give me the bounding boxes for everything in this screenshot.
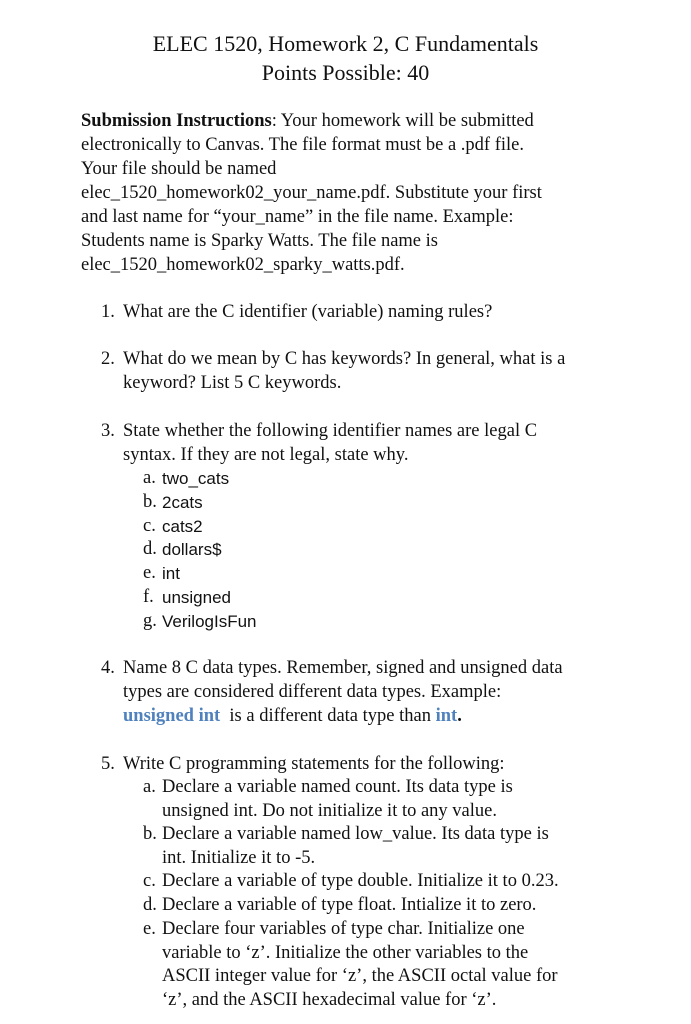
submission-instructions [81, 109, 621, 277]
question-text: Name 8 C data types. Remember, signed and unsigned data [123, 658, 563, 678]
instructions-line-1: Submission Instructions: Your homework will be submitted [81, 111, 534, 131]
question-text: Write C programming statements for the following: [123, 754, 505, 774]
example-line: unsigned int is a different data type than int. [123, 706, 462, 726]
question-text: syntax. If they are not legal, state why. [123, 445, 409, 465]
homework-page: ELEC 1520, Homework 2, C Fundamentals Points Possible: 40 Submission Instructions: Your homework will be submitted electronically to Canvas. The file format must be a .pdf file. Your file should be named elec_1520_homework02_your_name.pdf. Substitute your first and last name for “your_name” in the file name. Example: Students name is Sparky Watts. The file name is elec_1520_homework02_sparky_watts.pdf. 1. What are the C identifier (variable) naming rules? 2. What do we mean by C has keywords? In general, what is a keyword? List 5 C keywords. 3. State whether the following identifier names are legal C syntax. If they are not legal, state why. a. two_cats b. 2cats c. cats2 d. dollars$ e. int f. unsigned g. VerilogIsFun 4. Name 8 C data types. Remember, signed and unsigned data types are considered different data types. Example: unsigned int is a different data type than int. 5. Write C programming statements for the following: a. Declare a variable named count. Its data type is unsigned int. Do not initialize it to any value. b. Declare a variable named low_value. Its data type is int. Initialize it to -5. c. Declare a variable of type double. Initialize it to 0.23. d. Declare a variable of type float. Intialize it to zero. e. Declare four variables of type char. Initialize one variable to ‘z’. Initialize the other variables to the ASCII integer value for ‘z’, the ASCII octal value for ‘z’, and the ASCII hexadecimal value for ‘z’. [0, 0, 691, 1024]
instructions-line-7: elec_1520_homework02_sparky_watts.pdf. [81, 255, 405, 275]
instructions-line-5: and last name for “your_name” in the file name. Example: [81, 207, 514, 227]
instructions-line-4: elec_1520_homework02_your_name.pdf. Substitute your first [81, 183, 542, 203]
question-number: 4. [101, 658, 115, 678]
question-number: 2. [101, 349, 115, 369]
instructions-label: Submission Instructions [81, 111, 272, 131]
instructions-line-2: electronically to Canvas. The file format must be a .pdf file. [81, 135, 524, 155]
points-possible: Points Possible: 40 [261, 60, 430, 85]
question-number: 5. [101, 754, 115, 774]
question-text: What do we mean by C has keywords? In general, what is a [123, 349, 566, 369]
instructions-line-3: Your file should be named [81, 159, 277, 179]
instructions-line-6: Students name is Sparky Watts. The file name is [81, 231, 438, 251]
question-text: keyword? List 5 C keywords. [123, 373, 342, 393]
question-text: State whether the following identifier names are legal C [123, 421, 538, 441]
question-number: 3. [101, 421, 115, 441]
example-type-int: int [435, 706, 458, 726]
question-text: types are considered different data types. Example: [123, 682, 502, 702]
question-number: 1. [101, 302, 115, 322]
example-type-unsigned-int: unsigned int [123, 706, 221, 726]
document-title: ELEC 1520, Homework 2, C Fundamentals [152, 31, 539, 56]
question-text: What are the C identifier (variable) naming rules? [123, 302, 493, 322]
